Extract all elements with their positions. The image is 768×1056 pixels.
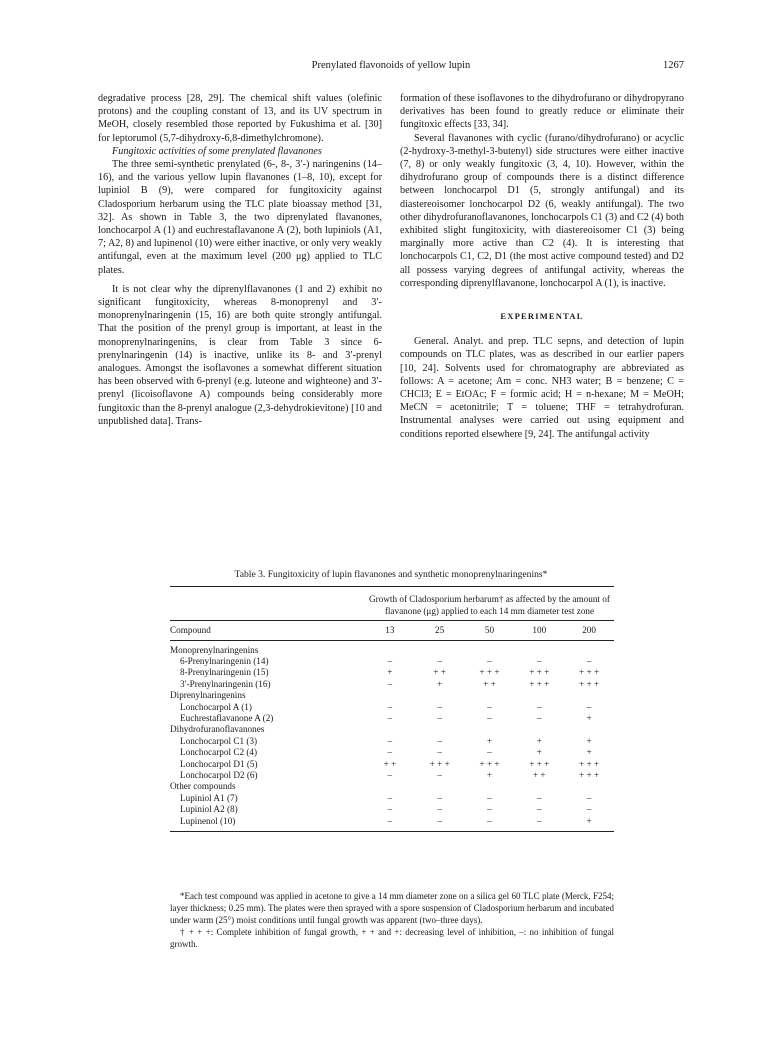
compound-header: Compound — [170, 621, 365, 641]
growth-value: – — [437, 735, 442, 746]
compound-name: Lupinenol (10) — [170, 816, 365, 832]
compound-name: Lonchocarpol C1 (3) — [180, 735, 258, 746]
compound-name: 6-Prenylnaringenin (14) — [180, 655, 269, 666]
compound-name: Lupiniol A1 (7) — [180, 792, 238, 803]
growth-value: – — [437, 747, 442, 758]
compound-name: Lonchocarpol C2 (4) — [180, 747, 258, 758]
footnote: † + + +: Complete inhibition of fungal growth, + + and +: decreasing level of inhibition, –: no inhibition of fungal growth. — [170, 927, 614, 949]
growth-value: – — [415, 816, 465, 832]
growth-header: Growth of Cladosporium herbarum† as affected by the amount of flavanone (μg) applied to each 14 mm diameter test zone — [368, 594, 610, 616]
growth-value: – — [387, 735, 393, 746]
growth-value — [564, 724, 614, 735]
compound-name: 3′-Prenylnaringenin (16) — [180, 678, 271, 689]
growth-value: – — [487, 701, 492, 712]
table-row — [170, 793, 614, 804]
growth-value: – — [487, 792, 492, 803]
growth-value: – — [387, 712, 393, 723]
paragraph: formation of these isoflavones to the dihydrofurano or dihydropyrano derivatives has been found to greatly reduce or eliminate their fungitoxic effects [33, 34]. — [400, 93, 684, 131]
growth-value: – — [536, 804, 542, 815]
growth-value: + — [437, 678, 443, 689]
growth-value: + + + — [579, 667, 600, 678]
growth-value — [465, 724, 515, 735]
fungitoxicity-table — [170, 586, 614, 832]
footnote: *Each test compound was applied in acetone to give a 14 mm diameter zone on a silica gel 60 TLC plate (Merck, F254; layer thickness; 0.25 mm). The plates were then sprayed with a spore suspension of Cladosporium herbarum and incubated under warm (25°) moist conditions until fungal growth was apparent (two–three days). — [170, 891, 614, 925]
growth-value: – — [536, 701, 542, 712]
growth-value: – — [586, 701, 592, 712]
paragraph: The three semi-synthetic prenylated (6-, 8-, 3′-) naringenins (14–16), and the various yellow lupin flavanones (1–8, 10), except for lupiniol B (9), were compared for fungitoxicity against Cladosporium herbarum using the TLC plate bioassay method [31, 32]. As shown in Table 3, the two diprenylated flavanones, lonchocarpol A (1) and euchrestaflavanone A (2), both lupiniols (A1, 7; A2, 8) and lupinenol (10) were either inactive, or only very weakly antifungal, even at the maximum level (200 μg) applied to TLC plates. — [98, 159, 382, 276]
growth-value: – — [536, 792, 542, 803]
growth-value — [415, 690, 465, 701]
growth-value — [514, 781, 564, 792]
compound-name: Lupiniol A2 (8) — [180, 804, 238, 815]
table-caption: Table 3. Fungitoxicity of lupin flavanones and synthetic monoprenylnaringenins* — [234, 569, 548, 580]
growth-value: – — [437, 804, 442, 815]
growth-value: + — [486, 735, 493, 746]
growth-value — [365, 781, 415, 792]
amount-header: 100 — [514, 621, 564, 641]
growth-value: – — [387, 792, 393, 803]
growth-value: – — [487, 747, 492, 758]
growth-value — [365, 690, 415, 701]
compound-name: Lonchocarpol D2 (6) — [180, 769, 258, 780]
growth-value — [564, 690, 614, 701]
growth-value: + — [536, 747, 542, 758]
paragraph: degradative process [28, 29]. The chemical shift values (olefinic protons) and the coupling constant of 13, and its UV spectrum in MeOH, closely resembled those reported by Fukushima et al. [30] for leptorumol (5,7-dihydroxy-6,8-dimethylchromone). — [98, 93, 382, 144]
table-group-row — [170, 690, 614, 701]
table-row — [170, 702, 614, 713]
growth-value: + + + — [529, 758, 550, 769]
growth-value — [564, 781, 614, 792]
group-label: Dihydrofuranoflavanones — [170, 724, 265, 735]
growth-value: – — [437, 769, 442, 780]
running-title: Prenylated flavonoids of yellow lupin — [311, 60, 471, 71]
growth-value: + + + — [579, 678, 600, 689]
table-row — [170, 667, 614, 678]
compound-name: Lonchocarpol A (1) — [180, 701, 252, 712]
paragraph: General. Analyt. and prep. TLC sepns, and detection of lupin compounds on TLC plates, was as described in our earlier papers [10, 24]. Solvents used for chromatography are abbreviated as follows: A = acetone; Am = conc. NH3 water; B = benzene; C = CHCl3; E = EtOAc; F = formic acid; H = n-hexane; M = MeOH; MeCN = acetonitrile; T = toluene; THF = tetrahydrofuran. Instrumental analyses were carried out using equipment and conditions reported elsewhere [9, 24]. The antifungal activity — [400, 336, 684, 440]
growth-value — [415, 641, 465, 656]
growth-value: + + + — [529, 667, 550, 678]
page-number: 1267 — [663, 60, 684, 71]
amount-header: 50 — [465, 621, 515, 641]
table-row — [170, 770, 614, 781]
growth-value: – — [586, 804, 592, 815]
amount-header: 25 — [415, 621, 465, 641]
growth-value: – — [387, 655, 393, 666]
paragraph: Several flavanones with cyclic (furano/dihydrofurano) or acyclic (2-hydroxy-3-methyl-3-butenyl) side structures were either inactive (7, 8) or only weakly fungitoxic (3, 4, 10). However, within the dihydrofurano group of compounds there is a distinct difference between lonchocarpol D1 (5, strongly antifungal) and its diastereoisomer lonchocarpol D2 (6, weakly antifungal). The two other dihydrofuranoflavanones, lonchocarpols C1 (3) and C2 (4) both exhibited slight fungitoxicity, with diastereoisomer C1 (3) being marginally more active than C2 (4). It is interesting that lonchocarpols C1, C2, D1 (the most active compound tested) and D2 all possess varying degrees of antifungal activity, whereas the corresponding diprenylflavanone, lonchocarpol A (1), is inactive. — [400, 132, 684, 289]
table-group-row — [170, 641, 614, 656]
growth-value — [365, 724, 415, 735]
growth-value: + — [586, 735, 592, 746]
growth-value: – — [437, 701, 442, 712]
growth-value: – — [487, 712, 492, 723]
growth-value: + — [486, 769, 493, 780]
group-label: Other compounds — [170, 781, 236, 792]
table-row — [170, 656, 614, 667]
left-column — [98, 92, 382, 428]
growth-value: + — [564, 816, 614, 832]
page-header — [98, 60, 684, 76]
growth-value: + + — [483, 678, 496, 689]
growth-value: – — [387, 747, 393, 758]
group-label: Diprenylnaringenins — [170, 690, 246, 701]
right-column — [400, 92, 684, 441]
compound-name: Lonchocarpol D1 (5) — [180, 758, 258, 769]
table-row — [170, 736, 614, 747]
growth-value — [514, 641, 564, 656]
table-row — [170, 804, 614, 815]
group-label: Monoprenylnaringenins — [170, 644, 259, 655]
growth-value: + + + — [529, 678, 550, 689]
growth-value: – — [586, 655, 592, 666]
growth-value: + + — [383, 758, 397, 769]
table-group-row — [170, 724, 614, 735]
amount-header: 13 — [365, 621, 415, 641]
table-group-row — [170, 781, 614, 792]
growth-value: – — [465, 816, 515, 832]
table-row — [170, 759, 614, 770]
growth-value — [365, 641, 415, 656]
growth-value — [465, 781, 515, 792]
growth-value — [415, 724, 465, 735]
table-row — [170, 679, 614, 690]
table-row — [170, 816, 614, 832]
growth-value — [514, 724, 564, 735]
growth-value: – — [387, 678, 393, 689]
growth-value: + — [586, 747, 592, 758]
growth-value: + — [536, 735, 542, 746]
growth-value: + + + — [479, 758, 500, 769]
growth-value: – — [536, 655, 542, 666]
growth-value: – — [387, 804, 393, 815]
growth-value: + + — [532, 769, 546, 780]
growth-value: + + + — [479, 667, 500, 678]
growth-value — [564, 641, 614, 656]
growth-value — [415, 781, 465, 792]
table-row — [170, 713, 614, 724]
growth-value — [514, 690, 564, 701]
paragraph: It is not clear why the diprenylflavanones (1 and 2) exhibit no significant fungitoxicity, whereas 8-monoprenyl and 3′-monoprenylnaringenin (15, 16) are both quite strongly antifungal. That the position of the prenyl group is important, at least in the monoprenylnaringenins, is clear from Table 3 since 6-prenylnaringenin (14) is inactive, unlike its 8- and 3′-prenyl analogues. Amongst the isoflavones a somewhat different situation has been observed with 6-prenyl (e.g. luteone and wighteone) and 3′-prenyl (licoisoflavone A) compounds being considerably more fungitoxic than the 8-prenyl analogue (2,3-dehydrokievitone) [10 and unpublished data]. Trans- — [98, 283, 382, 427]
growth-value: – — [437, 655, 442, 666]
compound-name: 8-Prenylnaringenin (15) — [180, 667, 269, 678]
growth-value: + + + — [579, 769, 600, 780]
growth-value: – — [387, 701, 393, 712]
growth-value: – — [586, 792, 592, 803]
growth-value: + + + — [579, 758, 600, 769]
growth-value — [465, 641, 515, 656]
growth-value: + + — [433, 667, 446, 678]
growth-value: – — [387, 769, 393, 780]
section-title-fungitoxic: Fungitoxic activities of some prenylated flavanones — [112, 145, 322, 157]
growth-value: + + + — [429, 758, 450, 769]
growth-value: – — [437, 712, 442, 723]
growth-value: + — [387, 667, 393, 678]
growth-value: – — [437, 792, 442, 803]
growth-value: – — [487, 655, 492, 666]
growth-value: – — [514, 816, 564, 832]
compound-name: Euchrestaflavanone A (2) — [180, 712, 274, 723]
table-row — [170, 747, 614, 758]
section-title-experimental: EXPERIMENTAL — [500, 311, 584, 322]
growth-value: – — [365, 816, 415, 832]
growth-value — [465, 690, 515, 701]
table-footnotes — [170, 890, 614, 950]
growth-value: – — [487, 804, 492, 815]
growth-value: + — [586, 712, 592, 723]
growth-value: – — [536, 712, 542, 723]
amount-header: 200 — [564, 621, 614, 641]
